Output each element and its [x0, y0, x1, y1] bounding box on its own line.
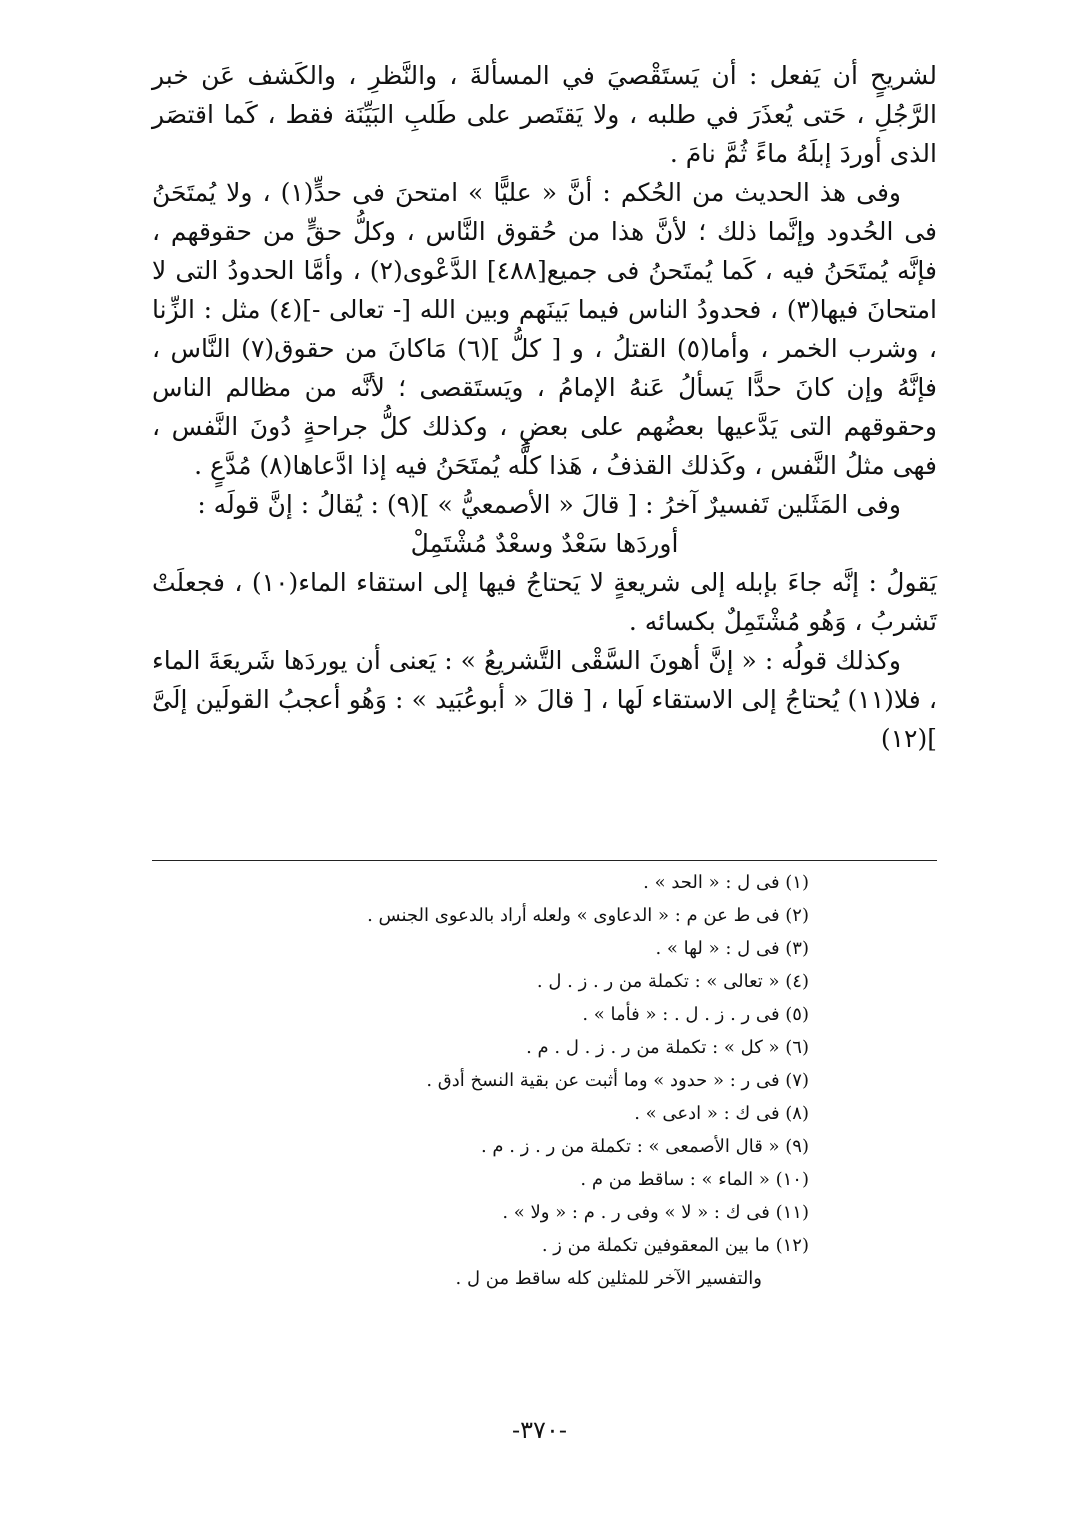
footnote-6: (٦) « كل » : تكملة من ر . ز . ل . م .	[526, 1037, 809, 1058]
paragraph-5: وكذلك قولُه : « إنَّ أهونَ السَّقْى التَّشريعُ » : يَعنى أن يوردَها شَريعَةَ الماء ، فلا(١١) يُحتاجُ إلى الاستقاء لَها ، [ قالَ « أبوعُبَيد » : وَهُو أعجبُ القولَين إلَىَّ ](١٢)	[152, 646, 937, 753]
verse-line: أوردَها سَعْدٌ وسعْدٌ مُشْتَمِلْ	[410, 529, 679, 558]
footnote-7: (٧) فى ر : « حدود » وما أثبت عن بقية النسخ أدق .	[426, 1070, 809, 1091]
footnote-1: (١) فى ل : « الحد » .	[643, 872, 809, 893]
footnote-5: (٥) فى ر . ز . ل . : « فأما » .	[582, 1004, 809, 1025]
footnote-8: (٨) فى ك : « ادعى » .	[634, 1103, 809, 1124]
footnote-12: (١٢) ما بين المعقوفين تكملة من ز .	[541, 1235, 809, 1256]
footnote-11: (١١) فى ك : « لا » وفى ر . م : « ولا » .	[502, 1202, 809, 1223]
paragraph-2: وفى هذ الحديث من الحُكم : أنَّ « عليًّا » امتحنَ فى حدٍّ(١) ، ولا يُمتَحَنُ فى الحُدود وإنَّما ذلك ؛ لأنَّ هذا من حُقوق النَّاس ، وكلُّ حقٍّ من حقوقهم ، فإنَّه يُمتَحَنُ فيه ، كَما يُمتَحنُ فى جميع[٤٨٨] الدَّعْوى(٢) ، وأمَّا الحدودُ التى لا امتحانَ فيها(٣) ، فحدودُ الناس فيما بَينَهم وبين الله [- تعالى -](٤) مثل : الزِّنا ، وشرب الخمر ، وأما(٥) القتلُ ، و [ كلُّ ](٦) مَاكانَ من حقوق(٧) النَّاس ، فإنَّهُ وإن كانَ حدًّا يَسألُ عَنهُ الإمامُ ، ويَستَقصى ؛ لأنَّه من مظالم الناس وحقوقهم التى يَدَّعيها بعضُهم على بعضٍ ، وكذلك كلُّ جراحةٍ دُونَ النَّفس ، فهى مثلُ النَّفس ، وكَذلك القذفُ ، هَذا كلُّه يُمتَحَنُ فيه إذا ادَّعاها(٨) مُدَّعٍ .	[152, 178, 937, 480]
footnotes	[152, 866, 937, 1295]
paragraph-1: لشريحٍ أن يَفعل : أن يَستَقْصيَ في المسألةَ ، والنَّظرِ ، والكَشف عَن خبر الرَّجُلِ ، حَتى يُعذَرَ في طلبه ، ولا يَقتَصر على طَلبِ البَيِّنَة فقط ، كَما اقتصَر الذى أوردَ إبلَهُ ماءً ثُمَّ نامَ .	[152, 61, 937, 168]
footnote-4: (٤) « تعالى » : تكملة من ر . ز . ل .	[536, 971, 809, 992]
paragraph-3: وفى المَثَلين تَفسيرٌ آخرُ : [ قالَ « الأصمعيُّ » ](٩) : يُقالُ : إنَّ قولَه :	[197, 490, 901, 519]
footnote-2: (٢) فى ط عن م : « الدعاوى » ولعله أراد بالدعوى الجنس .	[367, 905, 809, 926]
page-number: -٣٧٠-	[512, 1416, 567, 1444]
footnote-10: (١٠) « الماء » : ساقط من م .	[580, 1169, 809, 1190]
main-text	[152, 56, 937, 758]
paragraph-4: يَقولُ : إنَّه جاءَ بإبله إلى شريعةٍ لا يَحتاجُ فيها إلى استقاء الماء(١٠) ، فجعلَتْ تَشربُ ، وَهُو مُشْتَمِلٌ بكسائه .	[152, 568, 937, 636]
footnote-3: (٣) فى ل : « لها » .	[655, 938, 809, 959]
footnote-9: (٩) « قال الأصمعى » : تكملة من ر . ز . م .	[480, 1136, 809, 1157]
footnote-note: والتفسير الآخر للمثلين كله ساقط من ل .	[455, 1268, 762, 1289]
footnote-divider	[152, 860, 937, 861]
